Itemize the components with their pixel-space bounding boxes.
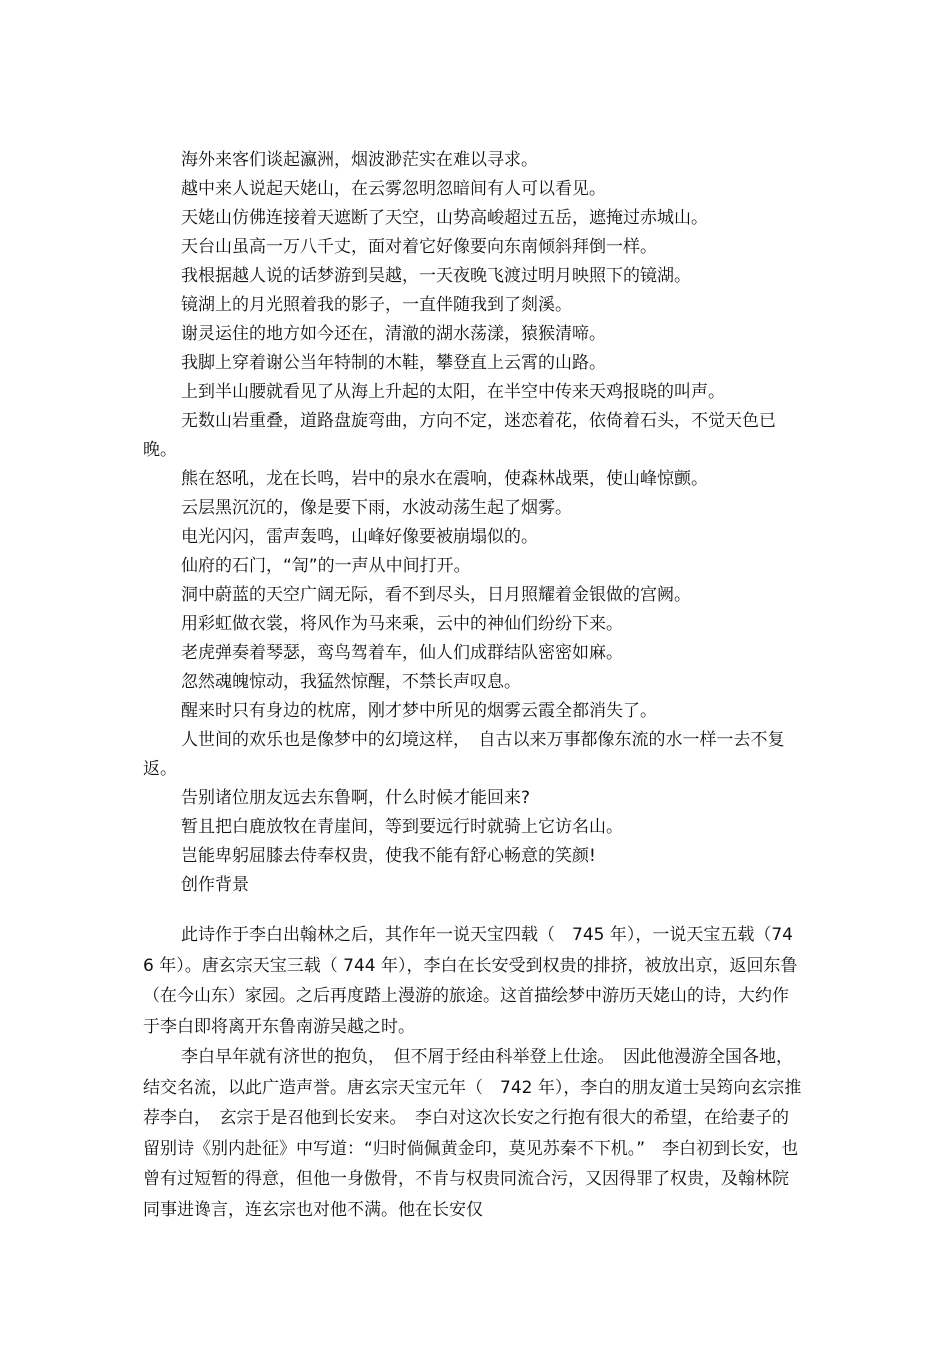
paragraph: 上到半山腰就看见了从海上升起的太阳，在半空中传来天鸡报晓的叫声。 — [181, 382, 725, 402]
paragraph: 忽然魂魄惊动，我猛然惊醒，不禁长声叹息。 — [181, 672, 521, 692]
paragraph: 熊在怒吼，龙在长鸣，岩中的泉水在震响，使森林战栗，使山峰惊颤。 — [181, 469, 708, 489]
paragraph: 醒来时只有身边的枕席，刚才梦中所见的烟雾云霞全都消失了。 — [181, 701, 657, 721]
paragraph: 老虎弹奏着琴瑟，鸾鸟驾着车，仙人们成群结队密密如麻。 — [181, 643, 623, 663]
paragraph: 仙府的石门，“訇”的一声从中间打开。 — [181, 556, 471, 576]
paragraph: 岂能卑躬屈膝去侍奉权贵，使我不能有舒心畅意的笑颜! — [181, 846, 596, 866]
paragraph: 此诗作于李白出翰林之后，其作年一说天宝四载（ 745 年），一说天宝五载（746 年）。唐玄宗天宝三载（ 744 年），李白在长安受到权贵的排挤，被放出京，返回东鲁（在今山东）家园。之后再度踏上漫游的旅途。这首描绘梦中游历天姥山的诗，大约作于李白即将离开东鲁南游吴越之时。 — [143, 925, 798, 1037]
paragraph: 越中来人说起天姥山，在云雾忽明忽暗间有人可以看见。 — [181, 179, 606, 199]
section-heading: 创作背景 — [181, 875, 249, 895]
paragraph: 电光闪闪，雷声轰鸣，山峰好像要被崩塌似的。 — [181, 527, 538, 547]
paragraph: 天台山虽高一万八千丈，面对着它好像要向东南倾斜拜倒一样。 — [181, 237, 657, 257]
background-section — [143, 920, 803, 1225]
paragraph: 暂且把白鹿放牧在青崖间，等到要远行时就骑上它访名山。 — [181, 817, 623, 837]
paragraph: 镜湖上的月光照着我的影子，一直伴随我到了剡溪。 — [181, 295, 572, 315]
paragraph: 海外来客们谈起瀛洲，烟波渺茫实在难以寻求。 — [181, 150, 538, 170]
paragraph: 云层黑沉沉的，像是要下雨，水波动荡生起了烟雾。 — [181, 498, 572, 518]
paragraph: 洞中蔚蓝的天空广阔无际，看不到尽头，日月照耀着金银做的宫阙。 — [181, 585, 691, 605]
paragraph: 天姥山仿佛连接着天遮断了天空，山势高峻超过五岳，遮掩过赤城山。 — [181, 208, 708, 228]
paragraph: 人世间的欢乐也是像梦中的幻境这样， 自古以来万事都像东流的水一样一去不复返。 — [143, 730, 785, 779]
translation-section — [143, 146, 803, 900]
paragraph: 用彩虹做衣裳，将风作为马来乘，云中的神仙们纷纷下来。 — [181, 614, 623, 634]
paragraph: 我脚上穿着谢公当年特制的木鞋，攀登直上云霄的山路。 — [181, 353, 606, 373]
paragraph: 谢灵运住的地方如今还在，清澈的湖水荡漾，猿猴清啼。 — [181, 324, 606, 344]
paragraph: 我根据越人说的话梦游到吴越，一天夜晚飞渡过明月映照下的镜湖。 — [181, 266, 691, 286]
paragraph: 告别诸位朋友远去东鲁啊，什么时候才能回来? — [181, 788, 531, 808]
paragraph: 无数山岩重叠，道路盘旋弯曲，方向不定，迷恋着花，依倚着石头，不觉天色已晚。 — [143, 411, 776, 460]
paragraph: 李白早年就有济世的抱负， 但不屑于经由科举登上仕途。 因此他漫游全国各地，结交名流，以此广造声誉。唐玄宗天宝元年（ 742 年），李白的朋友道士吴筠向玄宗推荐李白， 玄宗于是召他到长安来。 李白对这次长安之行抱有很大的希望，在给妻子的留别诗《别内赴征》中写道：“归时倘佩黄金印，莫见苏秦不下机。” 李白初到长安，也曾有过短暂的得意，但他一身傲骨，不肯与权贵同流合污，又因得罪了权贵，及翰林院同事进谗言，连玄宗也对他不满。他在长安仅 — [143, 1047, 802, 1220]
